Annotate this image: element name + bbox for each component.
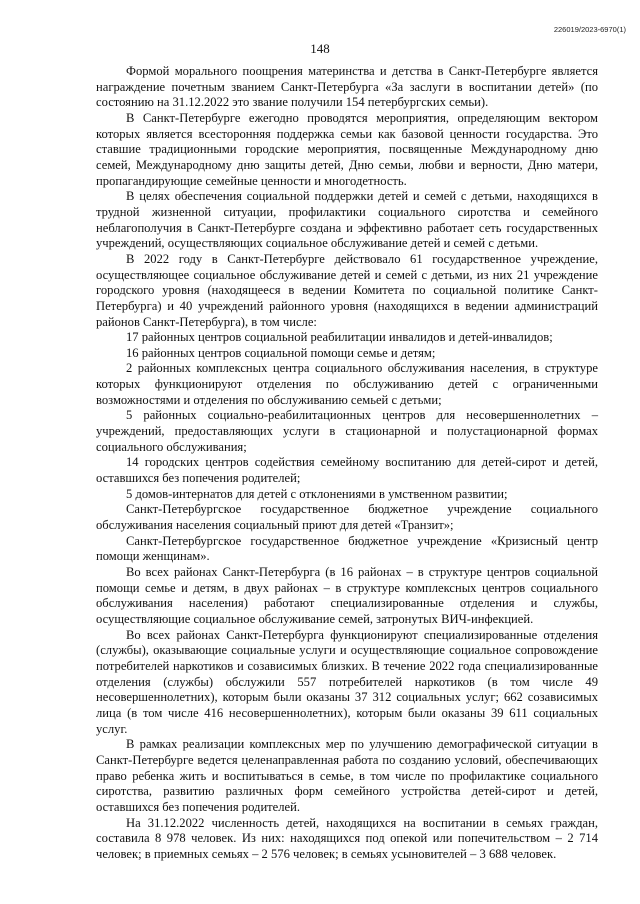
list-item: 14 городских центров содействия семейному воспитанию для детей-сирот и детей, оставшихся без попечения родителей; <box>96 455 598 486</box>
paragraph: В рамках реализации комплексных мер по улучшению демографической ситуации в Санкт-Петербурге ведется целенаправленная работа по созданию условий, обеспечивающих право ребенка жить и воспитываться в семье, в том числе по профилактике социального сиротства, развитию различных форм семейного устройства детей-сирот и детей, оставшихся без попечения родителей. <box>96 737 598 814</box>
list-item: Санкт-Петербургское государственное бюджетное учреждение социального обслуживания населения социальный приют для детей «Транзит»; <box>96 502 598 533</box>
list-item: 16 районных центров социальной помощи семье и детям; <box>126 345 436 360</box>
paragraph: Во всех районах Санкт-Петербурга (в 16 районах – в структуре центров социальной помощи семье и детям, в двух районах – в структуре комплексных центров социального обслуживания населения) работают специализированные отделения и службы, осуществляющие социальное обслуживание семей, затронутых ВИЧ-инфекцией. <box>96 565 598 626</box>
list-item: Санкт-Петербургское государственное бюджетное учреждение «Кризисный центр помощи женщинам». <box>96 533 598 564</box>
paragraph: В Санкт-Петербурге ежегодно проводятся мероприятия, определяющим вектором которых является всесторонняя поддержка семьи как базовой ценности государства. Это ставшие традиционными городские мероприятия, посвященные Международному дню семей, Международному дню защиты детей, Дню семьи, любви и верности, Дню матери, пропагандирующие семейные ценности и многодетность. <box>96 110 598 188</box>
document-body <box>96 64 598 862</box>
paragraph: Во всех районах Санкт-Петербурга функционируют специализированные отделения (службы), оказывающие социальные услуги и осуществляющие социальное сопровождение потребителей наркотиков и созависимых близких. В течение 2022 года специализированные отделения (службы) обслужили 557 потребителей наркотиков (в том числе 49 несовершеннолетних), которым были оказаны 37 312 социальных услуг; 662 созависимых лица (в том числе 416 несовершеннолетних), которым были оказаны 39 611 социальных услуг. <box>96 627 598 736</box>
paragraph: Формой морального поощрения материнства и детства в Санкт-Петербурге является награждение почетным званием Санкт-Петербурга «За заслуги в воспитании детей» (по состоянию на 31.12.2022 это звание получили 154 петербургских семьи). <box>96 64 598 110</box>
list-item: 17 районных центров социальной реабилитации инвалидов и детей-инвалидов; <box>126 330 553 345</box>
list-item: 5 домов-интернатов для детей с отклонениями в умственном развитии; <box>126 486 508 501</box>
list-item: 2 районных комплексных центра социального обслуживания населения, в структуре которых функционируют отделения по обслуживанию детей с ограниченными возможностями и отделения по обслуживанию семьей с детьми; <box>96 361 598 407</box>
paragraph: В целях обеспечения социальной поддержки детей и семей с детьми, находящихся в трудной жизненной ситуации, профилактики социального сиротства и семейного неблагополучия в Санкт-Петербурге создана и эффективно работает сеть государственных учреждений, осуществляющих социальное обслуживание детей и семей с детьми. <box>96 189 598 251</box>
list-item: 5 районных социально-реабилитационных центров для несовершеннолетних – учреждений, предоставляющих услуги в стационарной и полустационарной формах социального обслуживания; <box>96 408 598 454</box>
paragraph: В 2022 году в Санкт-Петербурге действовало 61 государственное учреждение, осуществляющее социальное обслуживание детей и семей с детьми, из них 21 учреждение городского уровня (находящееся в ведении Комитета по социальной политике Санкт-Петербурга) и 40 учреждений районного уровня (находящихся в ведении администраций районов Санкт-Петербурга), в том числе: <box>96 251 598 329</box>
document-id: 226019/2023-6970(1) <box>553 25 626 34</box>
paragraph: На 31.12.2022 численность детей, находящихся на воспитании в семьях граждан, составила 8 978 человек. Из них: находящихся под опекой или попечительством – 2 714 человек; в приемных семьях – 2 576 человек; в семьях усыновителей – 3 688 человек. <box>96 815 598 861</box>
page-number: 148 <box>310 41 330 56</box>
